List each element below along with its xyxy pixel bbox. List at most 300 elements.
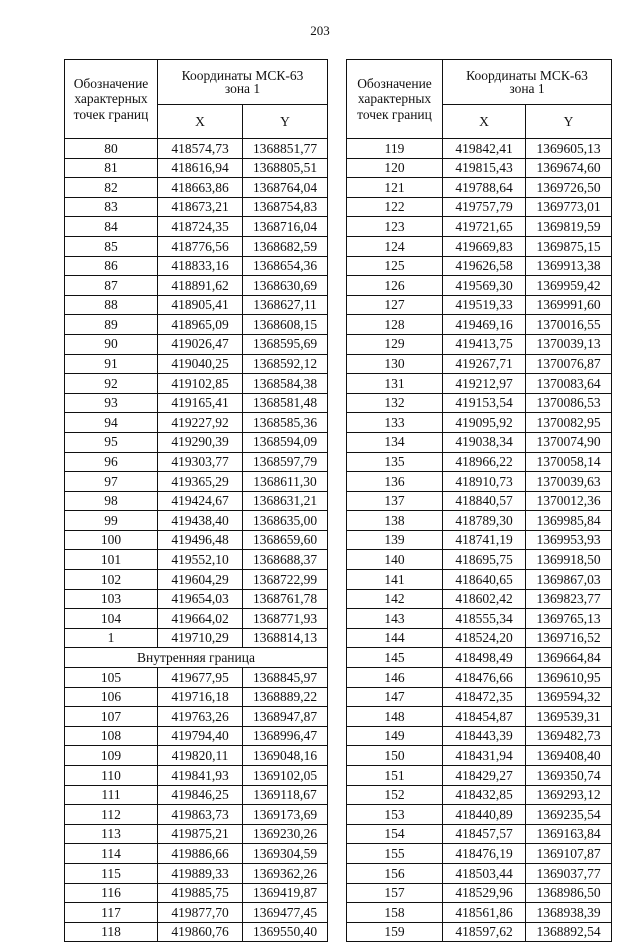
header-label-line: точек границ: [73, 106, 149, 122]
table-row: [347, 178, 612, 198]
y-coordinate-cell: 1368754,83: [243, 197, 328, 217]
y-coordinate-cell: 1370076,87: [526, 354, 612, 374]
x-coordinate-cell: 419026,47: [158, 334, 243, 354]
point-number-cell: 128: [347, 315, 443, 335]
point-number-cell: 90: [65, 334, 158, 354]
table-row: [347, 550, 612, 570]
y-coordinate-cell: 1368594,09: [243, 432, 328, 452]
x-coordinate-cell: 418789,30: [443, 511, 526, 531]
y-coordinate-cell: 1368764,04: [243, 178, 328, 198]
point-number-cell: 144: [347, 628, 443, 648]
x-coordinate-cell: 418640,65: [443, 570, 526, 590]
y-coordinate-cell: 1369875,15: [526, 236, 612, 256]
table-row: [65, 863, 328, 883]
point-number-cell: 106: [65, 687, 158, 707]
point-number-cell: 149: [347, 726, 443, 746]
table-row: [65, 628, 328, 648]
point-number-cell: 140: [347, 550, 443, 570]
table-row: [65, 785, 328, 805]
point-number-cell: 155: [347, 844, 443, 864]
y-coordinate-cell: 1369163,84: [526, 824, 612, 844]
point-number-cell: 107: [65, 707, 158, 727]
y-coordinate-cell: 1368761,78: [243, 589, 328, 609]
table-row: [65, 315, 328, 335]
y-coordinate-cell: 1369610,95: [526, 668, 612, 688]
point-number-cell: 151: [347, 766, 443, 786]
table-row: [65, 707, 328, 727]
y-coordinate-cell: 1370086,53: [526, 393, 612, 413]
x-coordinate-cell: 418476,19: [443, 844, 526, 864]
table-row: [65, 374, 328, 394]
point-number-cell: 86: [65, 256, 158, 276]
point-number-cell: 95: [65, 432, 158, 452]
x-coordinate-cell: 419886,66: [158, 844, 243, 864]
y-coordinate-cell: 1369230,26: [243, 824, 328, 844]
point-number-cell: 157: [347, 883, 443, 903]
table-row: [65, 550, 328, 570]
y-coordinate-cell: 1368631,21: [243, 491, 328, 511]
x-coordinate-cell: 419846,25: [158, 785, 243, 805]
header-coords-line2: зона 1: [224, 81, 261, 96]
point-number-cell: 117: [65, 903, 158, 923]
y-coordinate-cell: 1370074,90: [526, 432, 612, 452]
header-point-label: [65, 60, 158, 139]
table-row: [347, 432, 612, 452]
header-coords-line1: Координаты МСК-63: [466, 67, 588, 83]
table-row: [65, 609, 328, 629]
header-coordinates: [443, 60, 612, 105]
x-coordinate-cell: 418457,57: [443, 824, 526, 844]
point-number-cell: 145: [347, 648, 443, 668]
point-number-cell: 115: [65, 863, 158, 883]
point-number-cell: 114: [65, 844, 158, 864]
x-coordinate-cell: 418597,62: [443, 922, 526, 942]
x-coordinate-cell: 419885,75: [158, 883, 243, 903]
table-row: [65, 393, 328, 413]
y-coordinate-cell: 1369477,45: [243, 903, 328, 923]
y-coordinate-cell: 1369605,13: [526, 139, 612, 159]
x-coordinate-cell: 419677,95: [158, 668, 243, 688]
table-row: [65, 903, 328, 923]
table-row: [65, 432, 328, 452]
x-coordinate-cell: 418429,27: [443, 766, 526, 786]
table-row: [347, 295, 612, 315]
y-coordinate-cell: 1368595,69: [243, 334, 328, 354]
x-coordinate-cell: 419413,75: [443, 334, 526, 354]
y-coordinate-cell: 1368592,12: [243, 354, 328, 374]
y-coordinate-cell: 1368722,99: [243, 570, 328, 590]
table-row: [347, 511, 612, 531]
x-coordinate-cell: 419303,77: [158, 452, 243, 472]
point-number-cell: 112: [65, 805, 158, 825]
x-coordinate-cell: 418498,49: [443, 648, 526, 668]
point-number-cell: 132: [347, 393, 443, 413]
table-row: [347, 922, 612, 942]
y-coordinate-cell: 1368585,36: [243, 413, 328, 433]
point-number-cell: 152: [347, 785, 443, 805]
x-coordinate-cell: 418440,89: [443, 805, 526, 825]
table-row: [347, 863, 612, 883]
point-number-cell: 156: [347, 863, 443, 883]
table-row: [65, 256, 328, 276]
x-coordinate-cell: 419716,18: [158, 687, 243, 707]
table-row: [347, 256, 612, 276]
y-coordinate-cell: 1369913,38: [526, 256, 612, 276]
point-number-cell: 123: [347, 217, 443, 237]
table-row: [347, 903, 612, 923]
table-row: [65, 570, 328, 590]
point-number-cell: 109: [65, 746, 158, 766]
x-coordinate-cell: 418910,73: [443, 472, 526, 492]
y-coordinate-cell: 1368938,39: [526, 903, 612, 923]
y-coordinate-cell: 1369037,77: [526, 863, 612, 883]
table-row: [65, 139, 328, 159]
table-row: [65, 668, 328, 688]
x-coordinate-cell: 419721,65: [443, 217, 526, 237]
x-coordinate-cell: 419267,71: [443, 354, 526, 374]
table-row: [65, 766, 328, 786]
point-number-cell: 158: [347, 903, 443, 923]
x-coordinate-cell: 419095,92: [443, 413, 526, 433]
y-coordinate-cell: 1369173,69: [243, 805, 328, 825]
x-coordinate-cell: 419040,25: [158, 354, 243, 374]
x-coordinate-cell: 419877,70: [158, 903, 243, 923]
x-coordinate-cell: 419102,85: [158, 374, 243, 394]
x-coordinate-cell: 419664,02: [158, 609, 243, 629]
y-coordinate-cell: 1368584,38: [243, 374, 328, 394]
header-x: X: [158, 105, 243, 139]
table-row: [65, 217, 328, 237]
point-number-cell: 129: [347, 334, 443, 354]
x-coordinate-cell: 419842,41: [443, 139, 526, 159]
table-row: [347, 726, 612, 746]
page-number: 203: [310, 23, 330, 38]
table-body-right: [347, 139, 612, 942]
y-coordinate-cell: 1369118,67: [243, 785, 328, 805]
table-body-left: [65, 139, 328, 942]
section-heading: Внутренняя граница: [65, 648, 328, 668]
point-number-cell: 133: [347, 413, 443, 433]
y-coordinate-cell: 1369674,60: [526, 158, 612, 178]
x-coordinate-cell: 419889,33: [158, 863, 243, 883]
table-row: [347, 609, 612, 629]
y-coordinate-cell: 1368892,54: [526, 922, 612, 942]
table-row: [347, 570, 612, 590]
table-row: [65, 491, 328, 511]
x-coordinate-cell: 419794,40: [158, 726, 243, 746]
table-row: [347, 139, 612, 159]
x-coordinate-cell: 419654,03: [158, 589, 243, 609]
x-coordinate-cell: 419153,54: [443, 393, 526, 413]
table-row: [347, 374, 612, 394]
table-row: [347, 668, 612, 688]
y-coordinate-cell: 1369716,52: [526, 628, 612, 648]
point-number-cell: 84: [65, 217, 158, 237]
table-row: [347, 472, 612, 492]
header-y: Y: [526, 105, 612, 139]
table-row: [65, 883, 328, 903]
table-row: [65, 472, 328, 492]
table-row: [347, 413, 612, 433]
table-row: [347, 530, 612, 550]
x-coordinate-cell: 418965,09: [158, 315, 243, 335]
y-coordinate-cell: 1369235,54: [526, 805, 612, 825]
table-row: [65, 746, 328, 766]
x-coordinate-cell: 419469,16: [443, 315, 526, 335]
point-number-cell: 154: [347, 824, 443, 844]
table-row: [347, 452, 612, 472]
table-row: [347, 648, 612, 668]
y-coordinate-cell: 1368814,13: [243, 628, 328, 648]
x-coordinate-cell: 419820,11: [158, 746, 243, 766]
point-number-cell: 148: [347, 707, 443, 727]
table-row: [347, 785, 612, 805]
x-coordinate-cell: 419669,83: [443, 236, 526, 256]
table-row: [347, 589, 612, 609]
y-coordinate-cell: 1369482,73: [526, 726, 612, 746]
table-row: [65, 726, 328, 746]
point-number-cell: 82: [65, 178, 158, 198]
y-coordinate-cell: 1370082,95: [526, 413, 612, 433]
x-coordinate-cell: 419496,48: [158, 530, 243, 550]
x-coordinate-cell: 419212,97: [443, 374, 526, 394]
x-coordinate-cell: 418741,19: [443, 530, 526, 550]
point-number-cell: 142: [347, 589, 443, 609]
x-coordinate-cell: 419519,33: [443, 295, 526, 315]
point-number-cell: 131: [347, 374, 443, 394]
x-coordinate-cell: 418431,94: [443, 746, 526, 766]
y-coordinate-cell: 1369959,42: [526, 276, 612, 296]
point-number-cell: 98: [65, 491, 158, 511]
point-number-cell: 97: [65, 472, 158, 492]
x-coordinate-cell: 418472,35: [443, 687, 526, 707]
point-number-cell: 80: [65, 139, 158, 159]
point-number-cell: 89: [65, 315, 158, 335]
point-number-cell: 83: [65, 197, 158, 217]
x-coordinate-cell: 419860,76: [158, 922, 243, 942]
x-coordinate-cell: 419290,39: [158, 432, 243, 452]
y-coordinate-cell: 1369918,50: [526, 550, 612, 570]
y-coordinate-cell: 1368996,47: [243, 726, 328, 746]
table-row: [65, 844, 328, 864]
y-coordinate-cell: 1370039,13: [526, 334, 612, 354]
table-row: [347, 687, 612, 707]
point-number-cell: 1: [65, 628, 158, 648]
point-number-cell: 125: [347, 256, 443, 276]
y-coordinate-cell: 1369823,77: [526, 589, 612, 609]
point-number-cell: 91: [65, 354, 158, 374]
y-coordinate-cell: 1368771,93: [243, 609, 328, 629]
point-number-cell: 130: [347, 354, 443, 374]
point-number-cell: 94: [65, 413, 158, 433]
point-number-cell: 150: [347, 746, 443, 766]
point-number-cell: 110: [65, 766, 158, 786]
x-coordinate-cell: 418503,44: [443, 863, 526, 883]
x-coordinate-cell: 419438,40: [158, 511, 243, 531]
table-row: [65, 452, 328, 472]
point-number-cell: 136: [347, 472, 443, 492]
y-coordinate-cell: 1369419,87: [243, 883, 328, 903]
y-coordinate-cell: 1368654,36: [243, 256, 328, 276]
y-coordinate-cell: 1370039,63: [526, 472, 612, 492]
y-coordinate-cell: 1370083,64: [526, 374, 612, 394]
y-coordinate-cell: 1369048,16: [243, 746, 328, 766]
y-coordinate-cell: 1369819,59: [526, 217, 612, 237]
table-row: [65, 295, 328, 315]
coordinates-table-left: [64, 59, 328, 942]
x-coordinate-cell: 419552,10: [158, 550, 243, 570]
x-coordinate-cell: 418476,66: [443, 668, 526, 688]
y-coordinate-cell: 1369107,87: [526, 844, 612, 864]
point-number-cell: 119: [347, 139, 443, 159]
point-number-cell: 120: [347, 158, 443, 178]
y-coordinate-cell: 1368597,79: [243, 452, 328, 472]
table-row: [347, 276, 612, 296]
y-coordinate-cell: 1369408,40: [526, 746, 612, 766]
table-row: [65, 648, 328, 668]
table-row: [65, 589, 328, 609]
point-number-cell: 124: [347, 236, 443, 256]
x-coordinate-cell: 418840,57: [443, 491, 526, 511]
x-coordinate-cell: 419604,29: [158, 570, 243, 590]
y-coordinate-cell: 1368986,50: [526, 883, 612, 903]
x-coordinate-cell: 418454,87: [443, 707, 526, 727]
point-number-cell: 159: [347, 922, 443, 942]
x-coordinate-cell: 418555,34: [443, 609, 526, 629]
table-row: [347, 746, 612, 766]
y-coordinate-cell: 1369350,74: [526, 766, 612, 786]
y-coordinate-cell: 1368630,69: [243, 276, 328, 296]
table-row: [347, 158, 612, 178]
header-label-line: Обозначение: [357, 76, 432, 92]
header-label-line: точек границ: [357, 106, 432, 122]
point-number-cell: 126: [347, 276, 443, 296]
y-coordinate-cell: 1369953,93: [526, 530, 612, 550]
x-coordinate-cell: 418966,22: [443, 452, 526, 472]
point-number-cell: 105: [65, 668, 158, 688]
y-coordinate-cell: 1368682,59: [243, 236, 328, 256]
x-coordinate-cell: 419875,21: [158, 824, 243, 844]
point-number-cell: 92: [65, 374, 158, 394]
y-coordinate-cell: 1369293,12: [526, 785, 612, 805]
table-row: [347, 883, 612, 903]
point-number-cell: 121: [347, 178, 443, 198]
table-row: [347, 334, 612, 354]
x-coordinate-cell: 418616,94: [158, 158, 243, 178]
point-number-cell: 96: [65, 452, 158, 472]
table-row: [347, 197, 612, 217]
y-coordinate-cell: 1368716,04: [243, 217, 328, 237]
y-coordinate-cell: 1370012,36: [526, 491, 612, 511]
coordinates-table-right: [346, 59, 612, 942]
table-row: [347, 707, 612, 727]
x-coordinate-cell: 419788,64: [443, 178, 526, 198]
y-coordinate-cell: 1368851,77: [243, 139, 328, 159]
point-number-cell: 101: [65, 550, 158, 570]
y-coordinate-cell: 1369550,40: [243, 922, 328, 942]
table-row: [347, 393, 612, 413]
x-coordinate-cell: 418891,62: [158, 276, 243, 296]
point-number-cell: 104: [65, 609, 158, 629]
x-coordinate-cell: 419841,93: [158, 766, 243, 786]
x-coordinate-cell: 419038,34: [443, 432, 526, 452]
y-coordinate-cell: 1368889,22: [243, 687, 328, 707]
x-coordinate-cell: 419165,41: [158, 393, 243, 413]
table-row: [65, 687, 328, 707]
x-coordinate-cell: 419757,79: [443, 197, 526, 217]
table-row: [65, 276, 328, 296]
table-row: [65, 354, 328, 374]
x-coordinate-cell: 418833,16: [158, 256, 243, 276]
table-row: [347, 315, 612, 335]
x-coordinate-cell: 419569,30: [443, 276, 526, 296]
y-coordinate-cell: 1369991,60: [526, 295, 612, 315]
header-point-label: [347, 60, 443, 139]
table-row: [65, 413, 328, 433]
table-row: [347, 217, 612, 237]
header-x: X: [443, 105, 526, 139]
header-label-line: характерных: [357, 91, 432, 107]
point-number-cell: 85: [65, 236, 158, 256]
x-coordinate-cell: 418443,39: [443, 726, 526, 746]
point-number-cell: 138: [347, 511, 443, 531]
x-coordinate-cell: 418673,21: [158, 197, 243, 217]
point-number-cell: 116: [65, 883, 158, 903]
y-coordinate-cell: 1368659,60: [243, 530, 328, 550]
point-number-cell: 108: [65, 726, 158, 746]
y-coordinate-cell: 1369773,01: [526, 197, 612, 217]
y-coordinate-cell: 1368688,37: [243, 550, 328, 570]
point-number-cell: 99: [65, 511, 158, 531]
table-row: [65, 236, 328, 256]
point-number-cell: 127: [347, 295, 443, 315]
header-coords-line2: зона 1: [509, 81, 545, 96]
x-coordinate-cell: 418529,96: [443, 883, 526, 903]
x-coordinate-cell: 419710,29: [158, 628, 243, 648]
table-row: [65, 922, 328, 942]
y-coordinate-cell: 1369664,84: [526, 648, 612, 668]
header-y: Y: [243, 105, 328, 139]
y-coordinate-cell: 1369726,50: [526, 178, 612, 198]
table-row: [65, 178, 328, 198]
y-coordinate-cell: 1370058,14: [526, 452, 612, 472]
x-coordinate-cell: 419626,58: [443, 256, 526, 276]
x-coordinate-cell: 418695,75: [443, 550, 526, 570]
x-coordinate-cell: 418432,85: [443, 785, 526, 805]
x-coordinate-cell: 418574,73: [158, 139, 243, 159]
x-coordinate-cell: 419365,29: [158, 472, 243, 492]
y-coordinate-cell: 1368805,51: [243, 158, 328, 178]
point-number-cell: 102: [65, 570, 158, 590]
point-number-cell: 118: [65, 922, 158, 942]
header-coords-line1: Координаты МСК-63: [181, 67, 304, 83]
table-row: [347, 628, 612, 648]
y-coordinate-cell: 1369985,84: [526, 511, 612, 531]
y-coordinate-cell: 1369594,32: [526, 687, 612, 707]
y-coordinate-cell: 1369362,26: [243, 863, 328, 883]
table-row: [347, 236, 612, 256]
point-number-cell: 87: [65, 276, 158, 296]
y-coordinate-cell: 1368581,48: [243, 393, 328, 413]
point-number-cell: 88: [65, 295, 158, 315]
point-number-cell: 111: [65, 785, 158, 805]
y-coordinate-cell: 1369765,13: [526, 609, 612, 629]
y-coordinate-cell: 1369539,31: [526, 707, 612, 727]
y-coordinate-cell: 1368947,87: [243, 707, 328, 727]
x-coordinate-cell: 418724,35: [158, 217, 243, 237]
point-number-cell: 137: [347, 491, 443, 511]
x-coordinate-cell: 418602,42: [443, 589, 526, 609]
